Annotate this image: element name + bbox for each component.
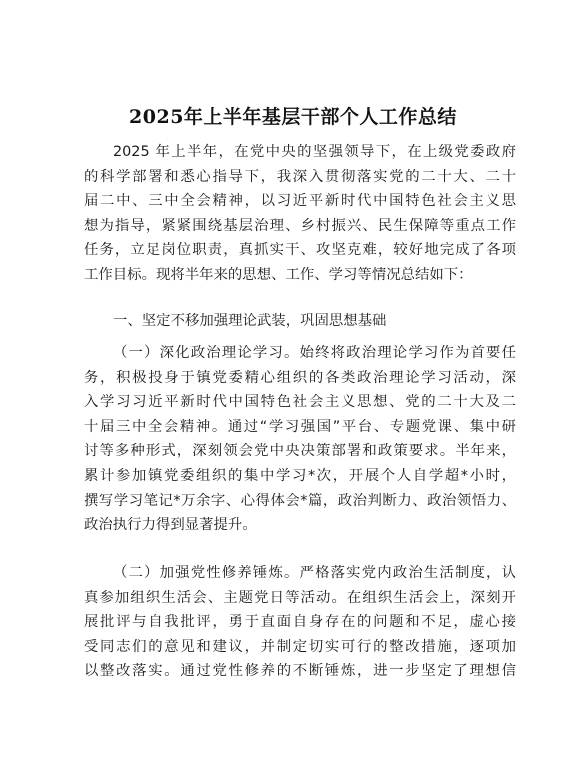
paragraph-line: 2025 年上半年，在党中央的坚强领导下，在上级党委政府 (113, 144, 516, 160)
paragraph-line: （二）加强党性修养锤炼。严格落实党内政治生活制度，认 (113, 565, 516, 581)
section1-paragraph1 (84, 341, 516, 538)
section1-paragraph2 (84, 561, 516, 684)
document-title: 2025年上半年基层干部个人工作总结 (129, 106, 457, 128)
intro-paragraph (84, 140, 516, 288)
paragraph-line: 累计参加镇党委组织的集中学习*次，开展个人自学超*小时， (84, 467, 516, 484)
paragraph-line: 届二中、三中全会精神，以习近平新时代中国特色社会主义思 (84, 193, 516, 210)
paragraph-line: 讨等多种形式，深刻领会党中央决策部署和政策要求。半年来， (84, 443, 516, 460)
paragraph-line: 工作目标。现将半年来的思想、工作、学习等情况总结如下： (84, 266, 473, 283)
section-heading: 一、坚定不移加强理论武装，巩固思想基础 (113, 313, 387, 329)
paragraph-line: 入学习习近平新时代中国特色社会主义思想、党的二十大及二 (84, 394, 516, 411)
paragraph-line: 展批评与自我批评，勇于直面自身存在的问题和不足，虚心接 (84, 614, 516, 631)
paragraph-line: （一）深化政治理论学习。始终将政治理论学习作为首要任 (113, 345, 516, 361)
paragraph-line: 十届三中全会精神。通过“学习强国”平台、专题党课、集中研 (84, 418, 516, 435)
paragraph-line: 受同志们的意见和建议，并制定切实可行的整改措施，逐项加 (84, 638, 516, 655)
paragraph-line: 撰写学习笔记*万余字、心得体会*篇，政治判断力、政治领悟力、 (84, 492, 516, 509)
paragraph-line: 以整改落实。通过党性修养的不断锤炼，进一步坚定了理想信 (84, 663, 516, 680)
paragraph-line: 任务，立足岗位职责，真抓实干、攻坚克难，较好地完成了各项 (84, 242, 516, 259)
paragraph-line: 政治执行力得到显著提升。 (84, 517, 257, 534)
paragraph-line: 真参加组织生活会、主题党日等活动。在组织生活会上，深刻开 (84, 589, 516, 606)
paragraph-line: 务，积极投身于镇党委精心组织的各类政治理论学习活动，深 (84, 369, 516, 386)
paragraph-line: 想为指导，紧紧围绕基层治理、乡村振兴、民生保障等重点工作 (84, 217, 516, 234)
paragraph-line: 的科学部署和悉心指导下，我深入贯彻落实党的二十大、二十 (84, 168, 516, 185)
